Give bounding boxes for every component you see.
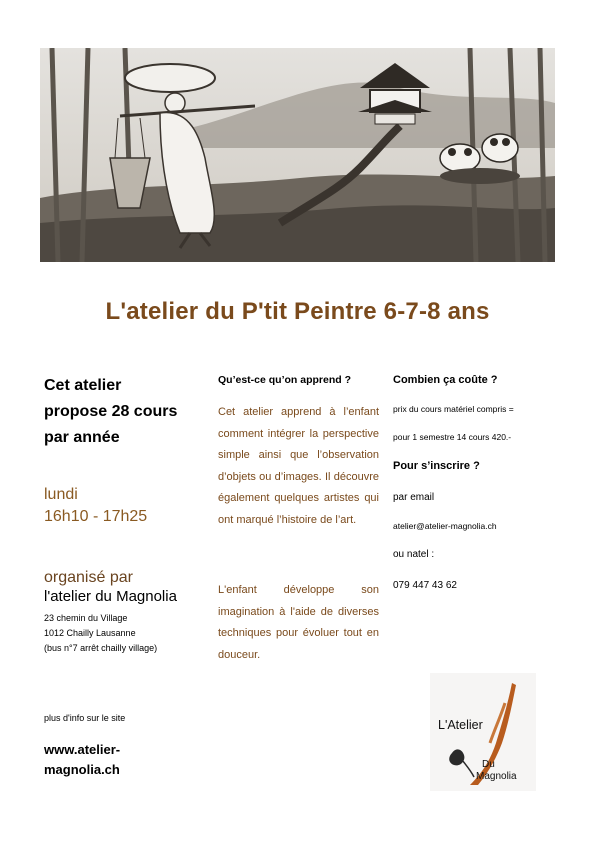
logo-text-line1: L'Atelier <box>438 718 483 732</box>
price-line-1: prix du cours matériel compris = <box>393 404 514 414</box>
signup-heading: Pour s’inscrire ? <box>393 460 480 472</box>
intro-line: Cet atelier <box>44 377 122 394</box>
price-heading: Combien ça coûte ? <box>393 374 498 386</box>
intro-line: par année <box>44 429 120 446</box>
signup-or-phone: ou natel : <box>393 549 435 560</box>
email-link[interactable]: atelier@atelier-magnolia.ch <box>393 521 497 531</box>
price-line-2: pour 1 semestre 14 cours 420.- <box>393 432 512 442</box>
logo-text-line2: Du <box>482 759 495 770</box>
website-line: www.atelier- <box>44 742 121 757</box>
phone-number[interactable]: 079 447 43 62 <box>393 580 457 591</box>
address-line: (bus n°7 arrêt chailly village) <box>44 643 158 653</box>
address-line: 1012 Chailly Lausanne <box>44 628 136 638</box>
intro-text <box>44 373 204 451</box>
schedule-day: lundi <box>44 486 78 503</box>
learn-paragraph-2: L'enfant développe son imagination à l'aide de diverses techniques pour évoluer tout en douceur. <box>218 584 379 661</box>
signup-by-email: par email <box>393 492 435 503</box>
logo-text-line3: Magnolia <box>476 771 517 782</box>
organizer-address <box>44 611 157 656</box>
learn-paragraph-1: Cet atelier apprend à l’enfant comment intégrer la perspective simple ainsi que l’observation d’objets ou d’images. Il découvre également quelques artistes qui ont marqué l’histoire de l’art. <box>218 406 379 526</box>
header-illustration <box>40 48 555 262</box>
magnolia-logo <box>430 673 536 791</box>
schedule <box>44 484 147 528</box>
website-link[interactable] <box>44 740 164 780</box>
schedule-time: 16h10 - 17h25 <box>44 508 148 525</box>
organizer-name: l'atelier du Magnolia <box>44 588 177 605</box>
intro-line: propose 28 cours <box>44 403 178 420</box>
address-line: 23 chemin du Village <box>44 613 128 623</box>
organizer-label: organisé par <box>44 569 133 586</box>
page-title: L'atelier du P'tit Peintre 6-7-8 ans <box>105 298 490 325</box>
learn-heading: Qu’est-ce qu’on apprend ? <box>218 374 352 386</box>
website-line: magnolia.ch <box>44 762 120 777</box>
more-info-text: plus d'info sur le site <box>44 713 126 723</box>
